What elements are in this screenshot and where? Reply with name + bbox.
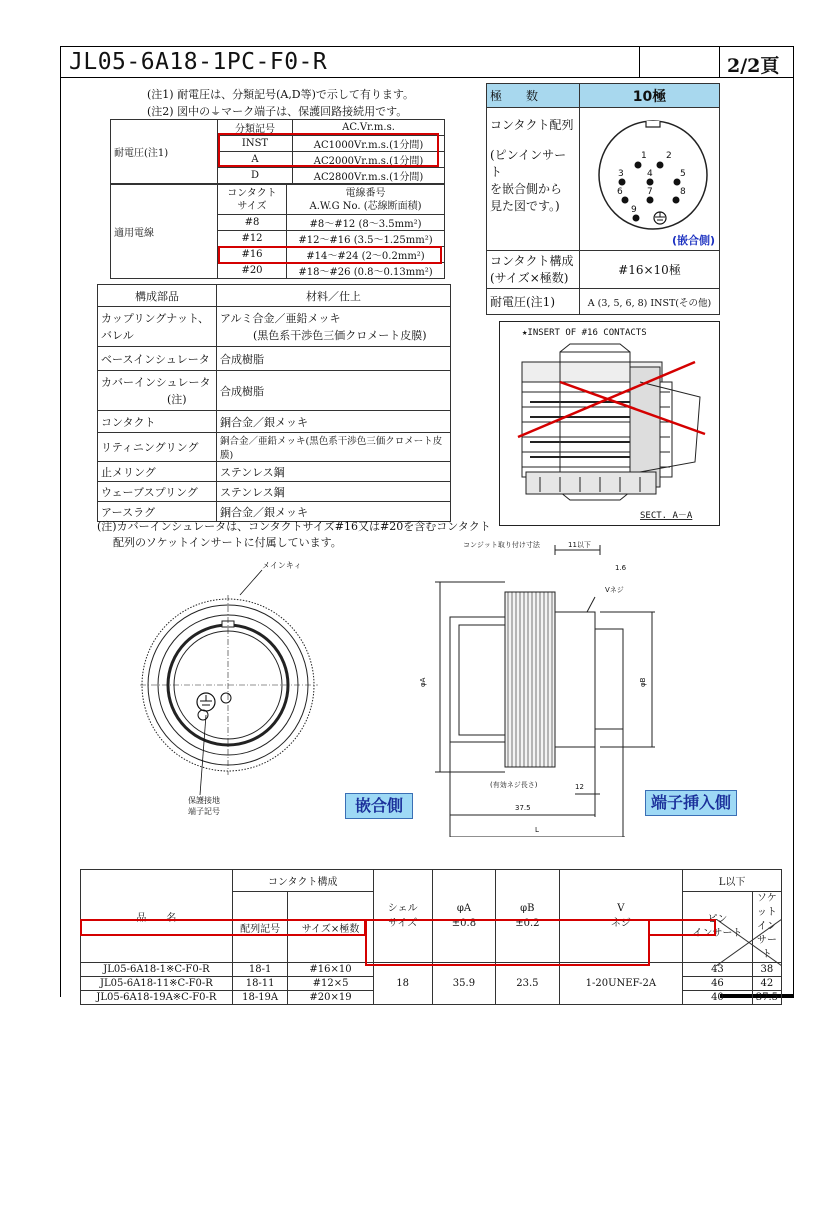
product-v: 1-20UNEF-2A [559,963,683,1005]
pin-label: 5 [680,169,686,179]
dim-contact-label: コンジット取り付け寸法 [463,541,540,549]
wire-value: #12～#16 (3.5～1.25mm²) [287,231,445,247]
dim-12-label: 12 [575,783,584,791]
product-col-contact: コンタクト構成 [232,870,373,892]
v-thread-label: Vネジ [605,586,624,594]
front-view-drawing [140,555,340,825]
product-col-name: 品 名 [81,870,233,963]
product-socket: 37.5 [752,991,781,1005]
wire-row-label: 適用電線 [111,185,218,279]
ground-pin-icon [654,212,666,224]
material-value: アルミ合金／亜鉛メッキ (黒色系干渉色三価クロメート皮膜) [217,307,451,347]
product-pin: 46 [683,977,753,991]
phi-a-label: φA [419,677,427,687]
wire-size: #20 [218,263,287,279]
wire-size: #8 [218,215,287,231]
poles-value: 10極 [580,84,720,108]
material-value: 銅合金／亜鉛メッキ(黒色系干渉色三価クロメート皮膜) [217,433,451,462]
section-view [499,321,720,526]
product-size: #16×10 [288,963,373,977]
ground-label-2: 端子記号 [188,807,220,816]
pin-label: 7 [647,187,653,197]
section-drawing [500,322,718,524]
product-col-socket: ソケット インサート [752,892,781,963]
material-value: 銅合金／銀メッキ [217,411,451,433]
voltage-value: AC2000Vr.m.s.(1分間) [293,152,445,168]
wire-col-value-b: A.W.G No. (芯線断面積) [309,200,422,212]
voltage-value: AC1000Vr.m.s.(1分間) [293,136,445,152]
product-col-shell: シェル サイズ [373,870,432,963]
material-part: アースラグ [98,502,217,522]
product-b: 23.5 [496,963,559,1005]
socket-crossout [716,919,782,966]
product-a: 35.9 [432,963,495,1005]
page-title: JL05-6A18-1PC-F0-R [69,49,328,75]
voltage-code: D [218,168,293,184]
product-shell: 18 [373,963,432,1005]
title-divider [719,47,720,77]
product-size: #20×19 [288,991,373,1005]
composition-label: コンタクト構成 (サイズ×極数) [487,251,580,289]
wire-col-size-a: コンタクト [227,187,277,199]
product-col-size: サイズ×極数 [288,892,373,963]
materials-col-material: 材料／仕上 [217,285,451,307]
materials-table [97,284,451,522]
material-value: ステンレス鋼 [217,462,451,482]
material-value: 合成樹脂 [217,371,451,411]
material-part: コンタクト [98,411,217,433]
note-1: (注1) 耐電圧は、分類記号(A,D等)で示して有ります。 [147,88,415,101]
voltage-value: AC2800Vr.m.s.(1分間) [293,168,445,184]
materials-note-1: (注)カバーインシュレータは、コンタクトサイズ#16又は#20を含むコンタクト [97,520,491,533]
wire-size: #16 [218,247,287,263]
section-caption: SECT. A－A [640,511,693,521]
pin-label: 8 [680,187,686,197]
product-code: 18-19A [232,991,288,1005]
materials-note-2: 配列のソケットインサートに付属しています。 [113,536,342,549]
voltage-row-label: 耐電圧(注1) [111,120,218,184]
product-name: JL05-6A18-1※C-F0-R [81,963,233,977]
wire-value: #8～#12 (8～3.5mm²) [287,215,445,231]
material-part: 止メリング [98,462,217,482]
arrangement-label: コンタクト配列 [490,118,574,132]
material-part: カバーインシュレータ (注) [98,371,217,411]
material-value: ステンレス鋼 [217,482,451,502]
product-socket: 42 [752,977,781,991]
effective-label: (有効ネジ長さ) [490,781,538,789]
highlight-box [80,919,366,936]
material-part: ウェーブスプリング [98,482,217,502]
highlight-box [365,919,650,966]
material-value: 合成樹脂 [217,347,451,371]
phi-b-label: φB [639,677,647,687]
highlight-box [218,133,439,167]
product-col-l: L以下 [683,870,782,892]
pin-label: 2 [666,151,672,161]
material-part: リティニングリング [98,433,217,462]
pin-label: 9 [631,205,637,215]
mating-side-badge: 嵌合側 [345,793,413,819]
dim-16-label: 1.6 [615,564,627,572]
product-code: 18-1 [232,963,288,977]
product-col-a: φA ±0.8 [432,870,495,963]
note-2: (注2) 図中の⏚マーク端子は、保護回路接続用です。 [147,105,408,118]
product-name: JL05-6A18-19A※C-F0-R [81,991,233,1005]
product-name: JL05-6A18-11※C-F0-R [81,977,233,991]
mating-side-label: (嵌合側) [672,234,716,247]
dim-l-label: L [535,826,539,834]
pin-label: 6 [617,187,623,197]
pin-label: 3 [618,169,624,179]
composition-value: #16×10極 [580,251,720,289]
voltage-code: INST [218,136,293,152]
dim-11-label: 11以下 [568,541,591,549]
product-code: 18-11 [232,977,288,991]
pin-label: 4 [647,169,653,179]
material-value: 銅合金／銀メッキ [217,502,451,522]
product-col-v: V ネジ [559,870,683,963]
highlight-box [218,246,442,264]
ground-label-1: 保護接地 [188,796,220,805]
wire-value: #18～#26 (0.8～0.13mm²) [287,263,445,279]
terminal-side-badge: 端子挿入側 [645,790,737,816]
product-col-b: φB ±0.2 [496,870,559,963]
voltage-code: A [218,152,293,168]
wire-col-value-a: 電線番号 [345,187,386,199]
voltage-col-code: 分類記号 [218,120,293,136]
product-pin: 43 [683,963,753,977]
product-col-pin: ピン インサート [683,892,753,963]
section-title: ★INSERT OF #16 CONTACTS [522,328,647,338]
pin-arrangement-diagram [580,108,720,249]
withstand-value: A (3, 5, 6, 8) INST(その他) [580,289,720,315]
ground-terminal-icon [197,693,215,711]
wire-size: #12 [218,231,287,247]
wire-table [110,184,445,279]
spec-table [486,83,720,315]
page-number: 2/2頁 [727,55,780,77]
main-key-label: メインキィ [262,561,302,570]
product-size: #12×5 [288,977,373,991]
wire-value: #14～#24 (2～0.2mm²) [287,247,445,263]
dim-375-label: 37.5 [515,804,531,812]
product-pin: 40 [683,991,753,1005]
wire-col-size-b: サイズ [237,200,267,212]
withstand-label: 耐電圧(注1) [487,289,580,315]
materials-col-part: 構成部品 [98,285,217,307]
voltage-col-value: AC.Vr.m.s. [293,120,445,136]
material-part: ベースインシュレータ [98,347,217,371]
pin-arrangement-cell [580,108,720,251]
highlight-box [648,919,716,936]
arrangement-desc: (ピンインサート を嵌合側から 見た図です。) [490,148,567,213]
pin-label: 1 [641,151,647,161]
title-divider [639,47,640,77]
product-socket: 38 [752,963,781,977]
product-col-code: 配列記号 [232,892,288,963]
title-block [60,46,794,78]
material-part: カップリングナット、 バレル [98,307,217,347]
side-view-drawing [415,537,665,837]
poles-label: 極 数 [487,84,580,108]
